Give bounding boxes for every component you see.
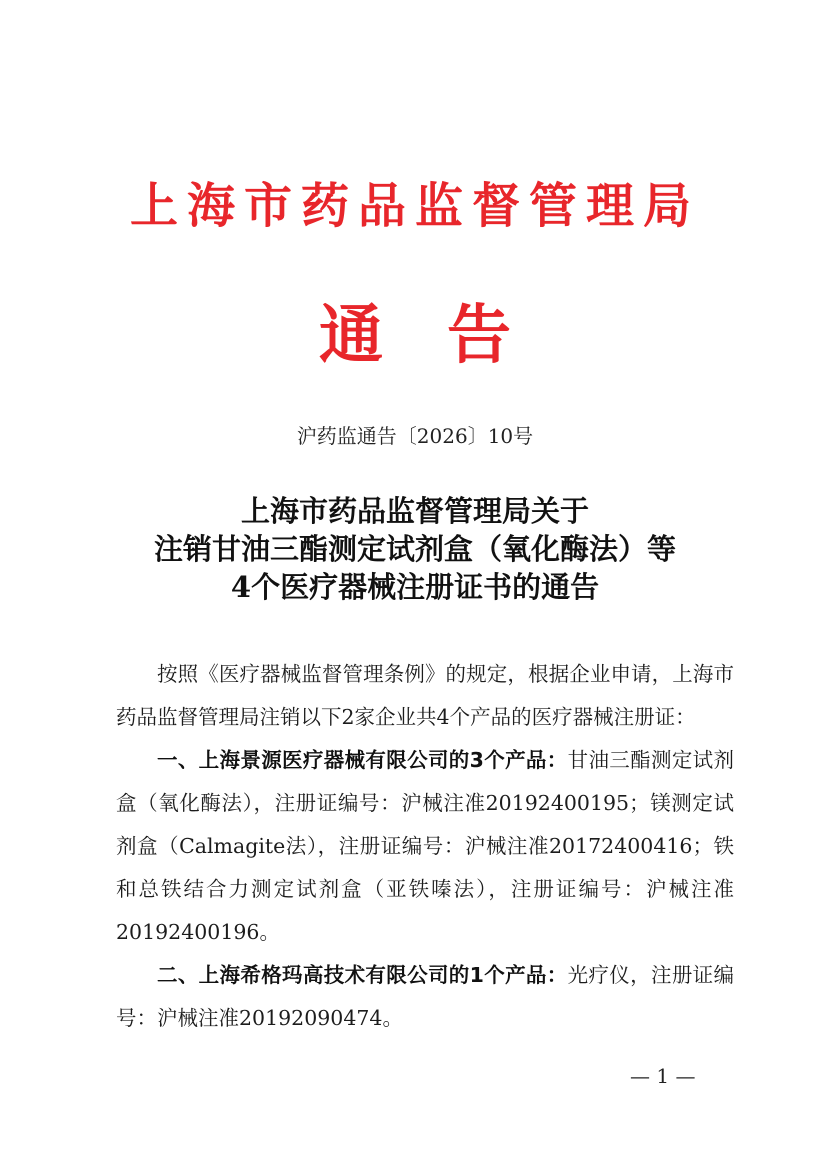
list-item: [116, 954, 734, 1040]
item-lead: 二、上海希格玛高技术有限公司的1个产品：: [157, 963, 568, 987]
list-item: [116, 739, 734, 954]
document-type-heading: 通告: [319, 298, 575, 373]
title-line-1: 上海市药品监督管理局关于: [240, 494, 589, 528]
page-number: — 1 —: [630, 1064, 696, 1088]
notice-title: [0, 492, 830, 606]
item-text: 甘油三酯测定试剂盒（氧化酶法），注册证编号：沪械注准20192400195；镁测定试剂盒（Calmagite法），注册证编号：沪械注准20172400416；铁和总铁结合力测定试剂盒（亚铁嗪法），注册证编号：沪械注准20192400196。: [116, 748, 735, 944]
intro-paragraph: 按照《医疗器械监督管理条例》的规定，根据企业申请，上海市药品监督管理局注销以下2家企业共4个产品的医疗器械注册证：: [116, 662, 734, 729]
title-line-2: 注销甘油三酯测定试剂盒（氧化酶法）等: [153, 532, 676, 566]
item-lead: 一、上海景源医疗器械有限公司的3个产品：: [157, 748, 568, 772]
document-number: 沪药监通告〔2026〕10号: [296, 424, 534, 448]
issuing-agency-header: 上海市药品监督管理局: [129, 178, 700, 234]
item-text: 光疗仪，注册证编号：沪械注准20192090474。: [116, 963, 735, 1030]
title-line-3: 4个医疗器械注册证书的通告: [230, 570, 600, 604]
notice-body: [116, 653, 734, 1040]
